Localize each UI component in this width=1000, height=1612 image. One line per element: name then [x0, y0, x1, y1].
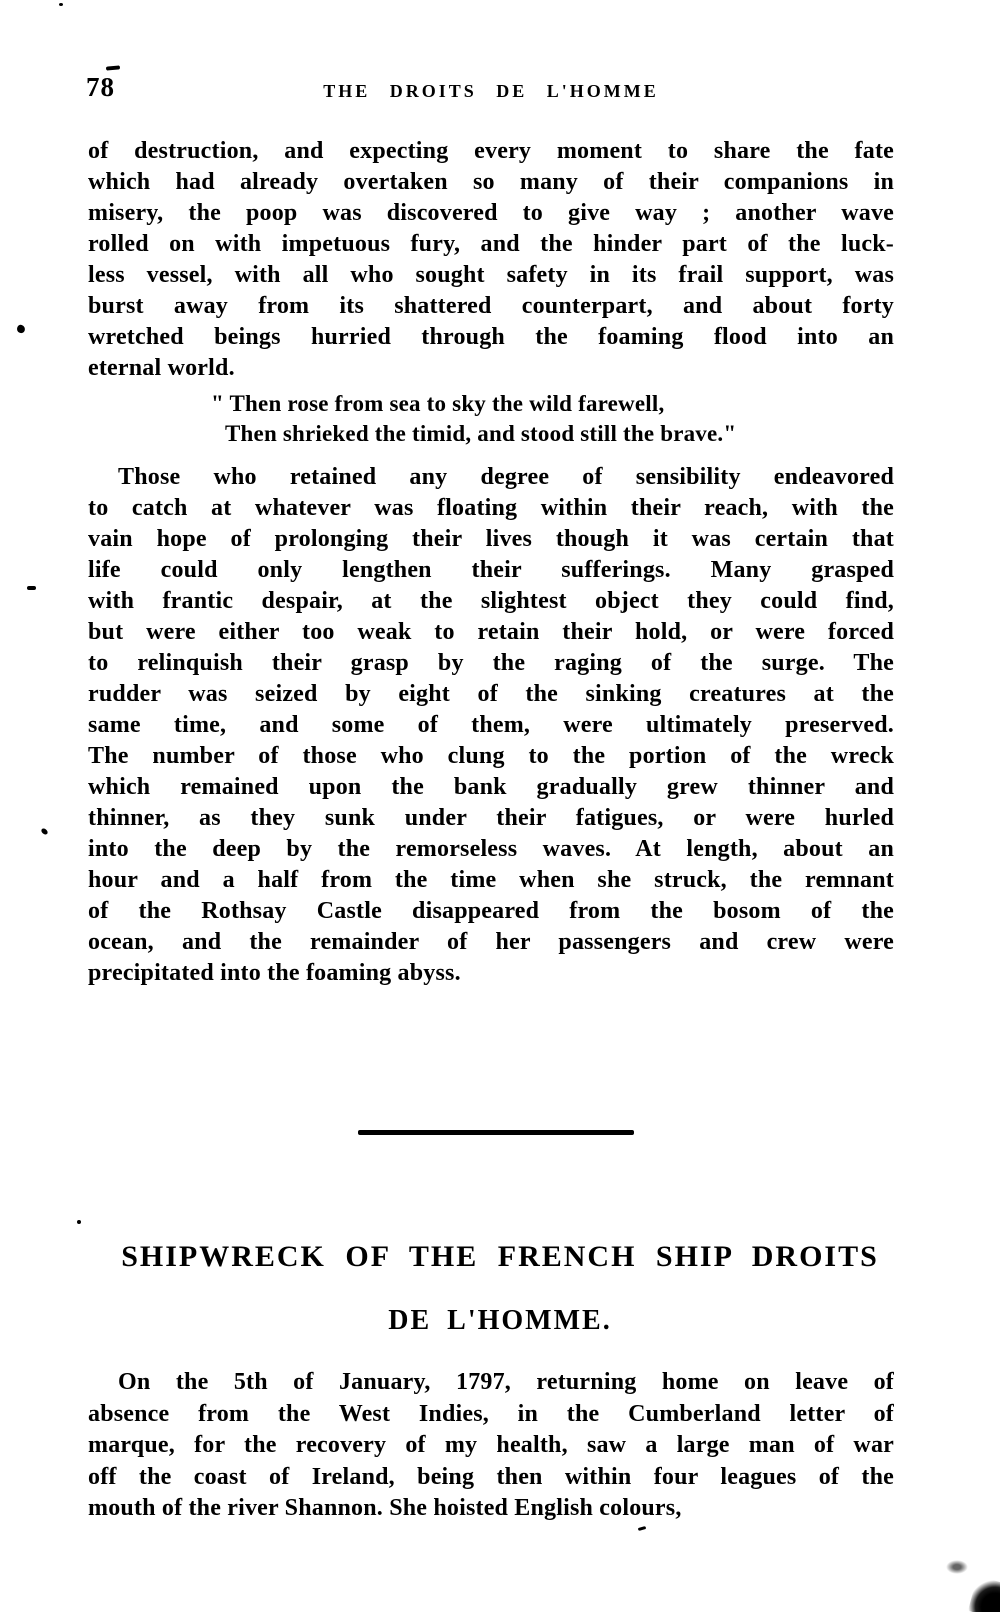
margin-speck — [638, 1526, 647, 1531]
text-line: On the 5th of January, 1797, returning home on leave of — [118, 1369, 894, 1395]
text-line: marque, for the recovery of my health, saw a large man of war — [88, 1432, 894, 1458]
text-line: absence from the West Indies, in the Cumberland letter of — [88, 1400, 894, 1427]
text-line: to relinquish their grasp by the raging of the surge. The — [88, 650, 894, 676]
margin-speck — [16, 324, 26, 334]
text-line: vain hope of prolonging their lives though it was certain that — [88, 526, 894, 552]
page-number: 78 — [86, 72, 115, 102]
section-divider — [358, 1130, 634, 1135]
margin-speck — [40, 827, 49, 835]
paragraph-continuation — [88, 136, 894, 384]
paragraph — [88, 1367, 894, 1525]
text-line: with frantic despair, at the slightest object they could find, — [88, 588, 894, 614]
text-line: misery, the poop was discovered to give way ; another wave — [88, 200, 894, 226]
text-line: Those who retained any degree of sensibility endeavored — [118, 464, 894, 490]
corner-smudge-dark — [968, 1576, 1000, 1612]
text-line: mouth of the river Shannon. She hoisted English colours, — [88, 1495, 682, 1521]
text-line: thinner, as they sunk under their fatigues, or were hurled — [88, 805, 894, 831]
corner-smudge-light — [946, 1560, 968, 1574]
quote-line: " Then rose from sea to sky the wild farewell, — [211, 391, 665, 416]
section-heading-line2: DE L'HOMME. — [388, 1305, 612, 1336]
text-line: The number of those who clung to the portion of the wreck — [88, 743, 894, 769]
text-line: which remained upon the bank gradually grew thinner and — [88, 774, 894, 800]
text-line: eternal world. — [88, 355, 235, 381]
text-line: same time, and some of them, were ultimately preserved. — [88, 712, 894, 738]
text-line: of destruction, and expecting every moment to share the fate — [88, 138, 894, 164]
text-line: hour and a half from the time when she struck, the remnant — [88, 867, 894, 893]
text-line: into the deep by the remorseless waves. At length, about an — [88, 836, 894, 862]
text-line: precipitated into the foaming abyss. — [88, 960, 461, 986]
text-line: wretched beings hurried through the foaming flood into an — [88, 324, 894, 350]
verse-quote — [211, 389, 736, 449]
section-heading-line1: SHIPWRECK OF THE FRENCH SHIP DROITS — [121, 1240, 879, 1273]
scan-speck — [59, 3, 63, 6]
margin-speck — [77, 1220, 81, 1224]
text-line: life could only lengthen their sufferings. Many grasped — [88, 557, 894, 583]
text-line: rolled on with impetuous fury, and the hinder part of the luck- — [88, 231, 894, 257]
text-line: of the Rothsay Castle disappeared from the bosom of the — [88, 898, 894, 924]
text-line: which had already overtaken so many of their companions in — [88, 169, 894, 195]
text-line: off the coast of Ireland, being then within four leagues of the — [88, 1463, 894, 1490]
text-line: rudder was seized by eight of the sinking creatures at the — [88, 681, 894, 707]
text-line: burst away from its shattered counterpart, and about forty — [88, 293, 894, 319]
text-line: ocean, and the remainder of her passengers and crew were — [88, 929, 894, 955]
margin-speck — [27, 586, 36, 590]
paragraph — [88, 462, 894, 989]
text-line: less vessel, with all who sought safety in its frail support, was — [88, 262, 894, 288]
quote-line: Then shrieked the timid, and stood still the brave." — [225, 421, 737, 446]
text-line: to catch at whatever was floating within their reach, with the — [88, 495, 894, 521]
scan-dash — [106, 65, 120, 70]
running-head: THE DROITS DE L'HOMME — [323, 81, 659, 101]
text-line: but were either too weak to retain their hold, or were forced — [88, 619, 894, 645]
